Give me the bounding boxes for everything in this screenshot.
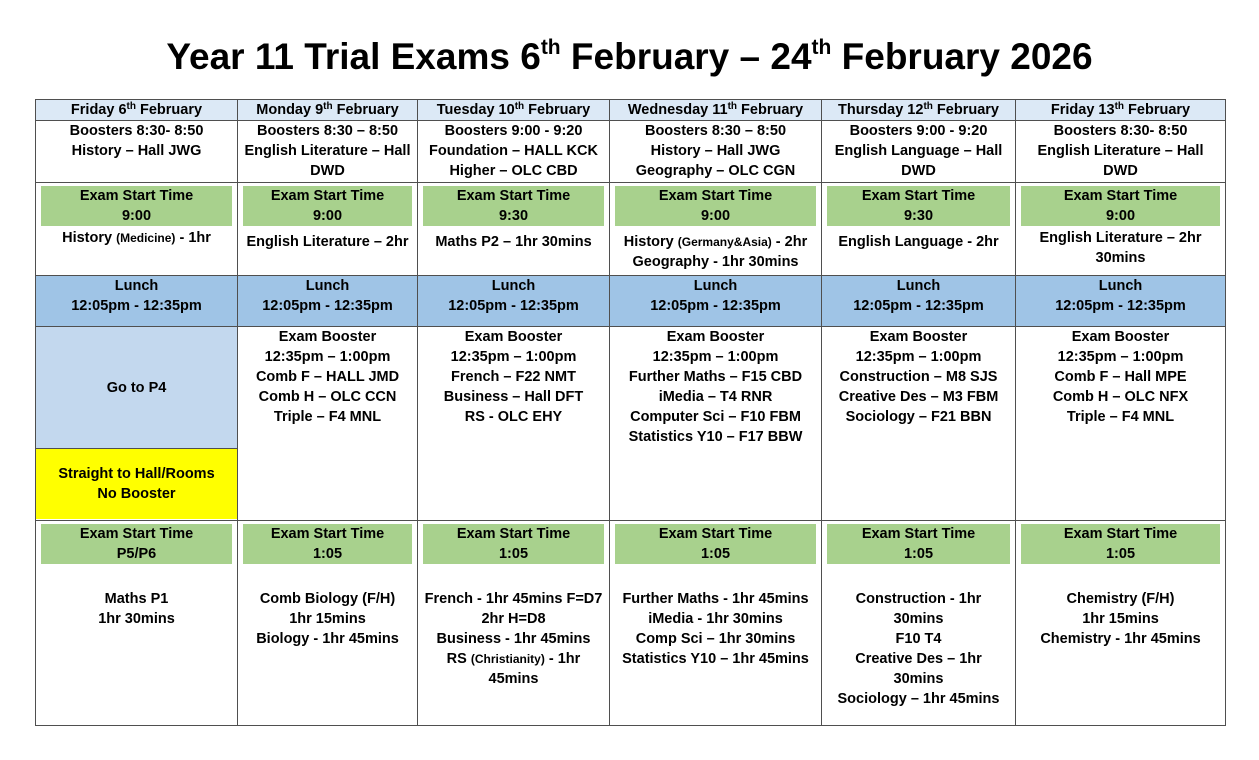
booster-cell: Boosters 8:30 – 8:50 English Literature – Hall DWD bbox=[238, 121, 418, 183]
afternoon-exam-cell: Exam Start Time 1:05 French - 1hr 45mins F=D7 2hr H=D8 Business - 1hr 45mins RS (Christianity) - 1hr 45mins bbox=[418, 521, 610, 726]
day-header: Tuesday 10th February bbox=[418, 100, 610, 121]
lunch-row bbox=[36, 276, 1226, 327]
exam-start-band: Exam Start Time 1:05 bbox=[827, 524, 1010, 564]
booster-cell: Boosters 8:30- 8:50 English Literature – Hall DWD bbox=[1016, 121, 1226, 183]
afternoon-exam-cell: Exam Start Time 1:05 Further Maths - 1hr 45mins iMedia - 1hr 30mins Comp Sci – 1hr 30mins Statistics Y10 – 1hr 45mins bbox=[610, 521, 822, 726]
morning-exam-cell: Exam Start Time 9:00 English Literature – 2hr bbox=[238, 183, 418, 276]
exam-timetable bbox=[35, 99, 1226, 726]
day-header: Friday 6th February bbox=[36, 100, 238, 121]
exam-start-band: Exam Start Time 1:05 bbox=[423, 524, 604, 564]
morning-exam-cell: Exam Start Time 9:00 History (Medicine) - 1hr bbox=[36, 183, 238, 276]
lunch-cell: Lunch 12:05pm - 12:35pm bbox=[822, 276, 1016, 327]
no-booster-block: Straight to Hall/Rooms No Booster bbox=[36, 449, 237, 519]
booster-cell: Boosters 8:30 – 8:50 History – Hall JWG Geography – OLC CGN bbox=[610, 121, 822, 183]
afternoon-exam-cell: Exam Start Time 1:05 Construction - 1hr 30mins F10 T4 Creative Des – 1hr 30mins Sociology – 1hr 45mins bbox=[822, 521, 1016, 726]
morning-boosters-row bbox=[36, 121, 1226, 183]
afternoon-exam-cell: Exam Start Time 1:05 Comb Biology (F/H) 1hr 15mins Biology - 1hr 45mins bbox=[238, 521, 418, 726]
booster-cell: Boosters 9:00 - 9:20 Foundation – HALL KCK Higher – OLC CBD bbox=[418, 121, 610, 183]
exam-start-band: Exam Start Time 9:00 bbox=[615, 186, 816, 226]
go-to-p4-block: Go to P4 bbox=[36, 327, 237, 449]
exam-start-band: Exam Start Time 9:00 bbox=[243, 186, 412, 226]
lunch-cell: Lunch 12:05pm - 12:35pm bbox=[610, 276, 822, 327]
day-header: Monday 9th February bbox=[238, 100, 418, 121]
afternoon-exam-cell: Exam Start Time 1:05 Chemistry (F/H) 1hr 15mins Chemistry - 1hr 45mins bbox=[1016, 521, 1226, 726]
friday-p4-cell bbox=[36, 327, 238, 521]
exam-booster-cell: Exam Booster 12:35pm – 1:00pm Comb F – HALL JMD Comb H – OLC CCN Triple – F4 MNL bbox=[238, 327, 418, 521]
morning-exam-cell: Exam Start Time 9:30 English Language - 2hr bbox=[822, 183, 1016, 276]
morning-exam-cell: Exam Start Time 9:00 English Literature – 2hr 30mins bbox=[1016, 183, 1226, 276]
day-header-row bbox=[36, 100, 1226, 121]
morning-exam-cell: Exam Start Time 9:00 History (Germany&Asia) - 2hr Geography - 1hr 30mins bbox=[610, 183, 822, 276]
morning-exam-row bbox=[36, 183, 1226, 276]
exam-start-band: Exam Start Time 1:05 bbox=[615, 524, 816, 564]
booster-cell: Boosters 9:00 - 9:20 English Language – Hall DWD bbox=[822, 121, 1016, 183]
exam-start-band: Exam Start Time 9:00 bbox=[41, 186, 232, 226]
exam-booster-cell: Exam Booster 12:35pm – 1:00pm Comb F – Hall MPE Comb H – OLC NFX Triple – F4 MNL bbox=[1016, 327, 1226, 521]
booster-cell: Boosters 8:30- 8:50 History – Hall JWG bbox=[36, 121, 238, 183]
lunch-cell: Lunch 12:05pm - 12:35pm bbox=[238, 276, 418, 327]
afternoon-exam-cell: Exam Start Time P5/P6 Maths P1 1hr 30mins bbox=[36, 521, 238, 726]
exam-booster-cell: Exam Booster 12:35pm – 1:00pm Construction – M8 SJS Creative Des – M3 FBM Sociology – F21 BBN bbox=[822, 327, 1016, 521]
morning-exam-cell: Exam Start Time 9:30 Maths P2 – 1hr 30mins bbox=[418, 183, 610, 276]
lunch-cell: Lunch 12:05pm - 12:35pm bbox=[1016, 276, 1226, 327]
lunch-cell: Lunch 12:05pm - 12:35pm bbox=[418, 276, 610, 327]
lunch-cell: Lunch 12:05pm - 12:35pm bbox=[36, 276, 238, 327]
page-title: Year 11 Trial Exams 6th February – 24th February 2026 bbox=[166, 36, 1093, 77]
exam-start-band: Exam Start Time P5/P6 bbox=[41, 524, 232, 564]
exam-booster-cell: Exam Booster 12:35pm – 1:00pm Further Maths – F15 CBD iMedia – T4 RNR Computer Sci – F10 FBM Statistics Y10 – F17 BBW bbox=[610, 327, 822, 521]
exam-start-band: Exam Start Time 9:30 bbox=[423, 186, 604, 226]
exam-start-band: Exam Start Time 1:05 bbox=[1021, 524, 1220, 564]
afternoon-exam-row bbox=[36, 521, 1226, 726]
exam-start-band: Exam Start Time 1:05 bbox=[243, 524, 412, 564]
exam-booster-cell: Exam Booster 12:35pm – 1:00pm French – F22 NMT Business – Hall DFT RS - OLC EHY bbox=[418, 327, 610, 521]
exam-start-band: Exam Start Time 9:00 bbox=[1021, 186, 1220, 226]
exam-booster-row bbox=[36, 327, 1226, 521]
day-header: Friday 13th February bbox=[1016, 100, 1226, 121]
exam-start-band: Exam Start Time 9:30 bbox=[827, 186, 1010, 226]
day-header: Thursday 12th February bbox=[822, 100, 1016, 121]
day-header: Wednesday 11th February bbox=[610, 100, 822, 121]
